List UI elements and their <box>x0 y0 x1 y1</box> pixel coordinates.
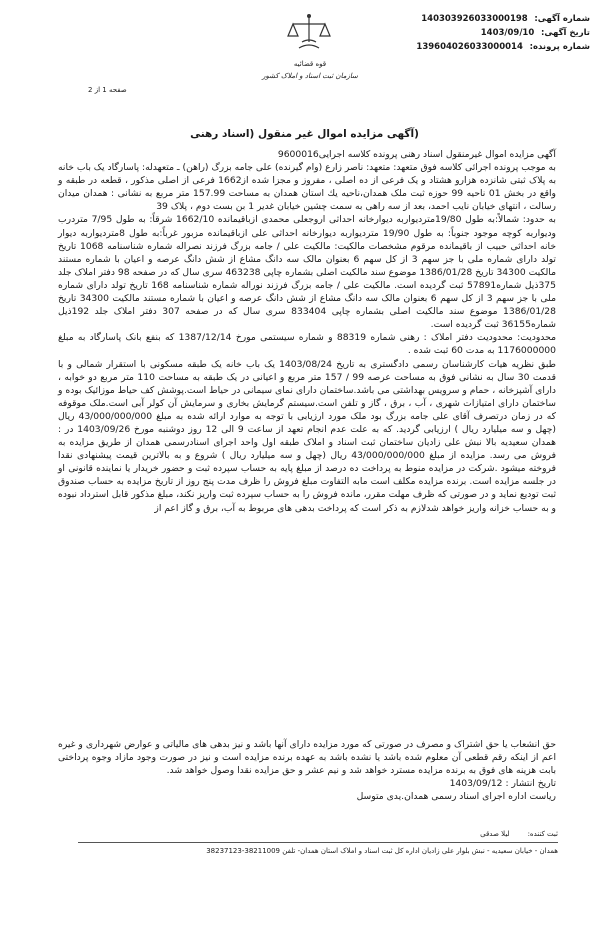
office-address: همدان - خیابان سعیدیه - نبش بلوار علی زادیان اداره کل ثبت اسناد و املاک استان همدان- تلفن 38211009-38237123 <box>78 842 558 857</box>
document-footer <box>58 738 556 803</box>
body-paragraph: به حدود: شمالاً:به طول 19/80متردیواربه دیوارخانه احداثی اروجعلی محمدی ازباقیمانده 1662/10 شرقاً: به طول 7/95 متردرب ودیواربه کوچه موجود جنوباً: به طول 19/90 متردیواربه دیوارخانه احداثی علی ازباقیمانده مزبور غرباً:به طول 8متردیواربه دیوار خانه احداثی حبیب از باقیمانده مرقوم مشخصات مالکیت: مالکیت علی / جامه بزرگ فرزند نصراله شماره شناسنامه 1068 تاریخ تولد دارای شماره ملی با جز سهم 3 از کل سهم 6 بعنوان مالک سه دانگ مشاع از شش دانگ عرصه و اعیان با شماره مستند مالکیت 34300 تاریخ 1386/01/28 موضوع سند مالکیت اصلی بشماره چاپی 463238 سری سال که در صفحه 98 دفتر املاک جلد 375ذیل شماره57891 ثبت گردیده است. مالکیت علی / جامه بزرگ فرزند نوراله شماره شناسنامه 168 تاریخ تولد دارای شماره ملی با جز سهم 3 از کل سهم 6 بعنوان مالک سه دانگ مشاع از شش دانگ عرصه و اعیان با شماره مستند مالکیت 34300 تاریخ 1386/01/28 موضوع سند مالکیت اصلی بشماره چاپی 833404 سری سال که در صفحه 307 دفتر املاک جلد 192ذیل شماره36155 ثبت گردیده است. <box>58 214 557 331</box>
body-paragraph: محدودیت: محدودیت دفتر املاک : رهنی شماره 88319 و شماره سیستمی مورخ 1387/12/14 که بنفع بانک پاسارگاد به مبلغ 1176000000 به مدت 60 ثبت شده . <box>58 332 556 357</box>
ad-meta <box>345 12 590 54</box>
registrar-label: ثبت کننده: <box>527 830 558 838</box>
document-body <box>58 148 556 515</box>
registrar-name: لیلا صدقی <box>480 830 510 838</box>
file-number: 139604026033000014 <box>416 42 523 52</box>
file-number-label: شماره پرونده: <box>529 42 590 52</box>
publish-date-row <box>58 777 556 790</box>
body-paragraph: طبق نظریه هیات کارشناسان رسمی دادگستری به تاریخ 1403/08/24 یک باب خانه یک طبقه مسکونی با استقرار شمالی و با قدمت 30 سال به نشانی فوق به مساحت عرصه 99 / 157 متر مربع و اعیانی در یک طبقه به مساحت 110 متر مربع دو خوابه ، دارای آشپزخانه ، حمام و سرویس بهداشتی می باشد.ساختمان دارای نمای سیمانی در حیاط است.پوشش کف حیاط موزائیک بوده و ساختمان دارای امتیازات شهری ، آب ، برق ، گاز و تلفن است.سیستم گرمایش بخاری و سرمایش آن کولر آبی است.ملک موقوفه که در زمان درتصرف آقای علی جامه بزرگ بود ملک مورد ارزیابی با توجه به موارد ارائه شده به مبلغ 43/000/000/000 ریال (چهل و سه میلیارد ریال ) ارزیابی گردید. که به علت عدم انجام تعهد از ساعت 9 الی 12 روز دوشنبه مورخ 1403/09/26 در : همدان سعیدیه بالا نبش علی زادیان ساختمان ثبت اسناد و املاک طبقه اول واحد اجرای اسنادرسمی همدان از طریق مزایده به فروش می رسد. مزایده از مبلغ 43/000/000/000 ریال (چهل و سه میلیارد ریال ) شروع و به بالاترین قیمت پیشنهادی نقدا فروخته میشود .شرکت در مزایده منوط به پرداخت ده درصد از مبلغ پایه به حساب سپرده ثبت و حضور خریدار یا نماینده قانونی او در جلسه مزایده است. برنده مزایده مکلف است مابه التفاوت مبلغ فروش را ظرف مدت پنج روز از تاریخ مزایده به حساب صندوق ثبت تودیع نماید و در صورتی که ظرف مهلت مقرر، مانده فروش را به حساب سپرده ثبت واریز نکند، مبلغ مذکور قابل استرداد نبوده و به حساب خزانه واریز خواهد شدلازم به ذکر است که پرداخت بدهی های مربوط به آب، برق و گاز اعم از <box>58 358 557 514</box>
body-paragraph: آگهی مزایده اموال غیرمنقول اسناد رهنی پرونده کلاسه اجرایی9600016 <box>277 149 556 160</box>
judiciary-emblem-icon <box>285 12 333 54</box>
signer: ریاست اداره اجرای اسناد رسمی همدان.یدی متوسل <box>356 791 556 802</box>
ad-number-row <box>345 12 590 26</box>
file-number-row <box>345 40 590 54</box>
ad-date: 1403/09/10 <box>480 28 535 38</box>
footer-paragraph: حق انشعاب یا حق اشتراک و مصرف در صورتی که مورد مزایده دارای آنها باشد و نیز بدهی های مالیاتی و عوارض شهرداری و غیره اعم از اینکه رقم قطعی آن معلوم شده باشد یا نشده باشد به عهده برنده مزایده است و نیز در صورت وجود مازاد وجوه پرداختی بابت هزینه های فوق به برنده مزایده مسترد خواهد شد و نیم عشر و حق مزایده نقدا وصول خواهد شد. <box>58 739 556 776</box>
org-subtitle: سازمان ثبت اسناد و املاک کشور <box>262 72 358 80</box>
bottom-info <box>78 828 558 857</box>
ad-date-row <box>345 26 590 40</box>
registrar-row <box>78 828 558 840</box>
ad-date-label: تاریخ آگهی: <box>540 28 590 38</box>
org-name: قوه قضائیه <box>293 60 327 68</box>
ad-number: 140303926033000198 <box>421 14 528 24</box>
page-number: صفحه 1 از 2 <box>88 86 127 94</box>
publish-date-label: تاریخ انتشار : <box>505 778 556 789</box>
body-paragraph: به موجب پرونده اجرائی کلاسه فوق متعهد: متعهد: ناصر زارع (وام گیرنده) علی جامه بزرگ (راهن) ـ متعهدله: پاسارگاد یک باب خانه به پلاک ثبتی شانزده هزارو هشتاد و یک فرعی از ده اصلی ، مفروز و مجزا شده از1662 فرعی از اصلی مذکور ، قطعه در طبقه و واقع در بخش 01 ناحیه 99 حوزه ثبت ملک همدان،ناحیه یك استان همدان به مساحت 157.99 متر مربع به نشانی : همدان میدان رسالت ، انتهای خیابان نایب احمد، بعد از سه راهی به سمت چشین خیابان غدیر 1 بن بست دوم ، پلاک 39 <box>58 162 556 213</box>
ad-number-label: شماره آگهی: <box>534 14 590 24</box>
document-title: (آگهی مزایده اموال غیر منقول (اسناد رهنی <box>190 128 419 140</box>
publish-date: 1403/09/12 <box>449 778 503 789</box>
